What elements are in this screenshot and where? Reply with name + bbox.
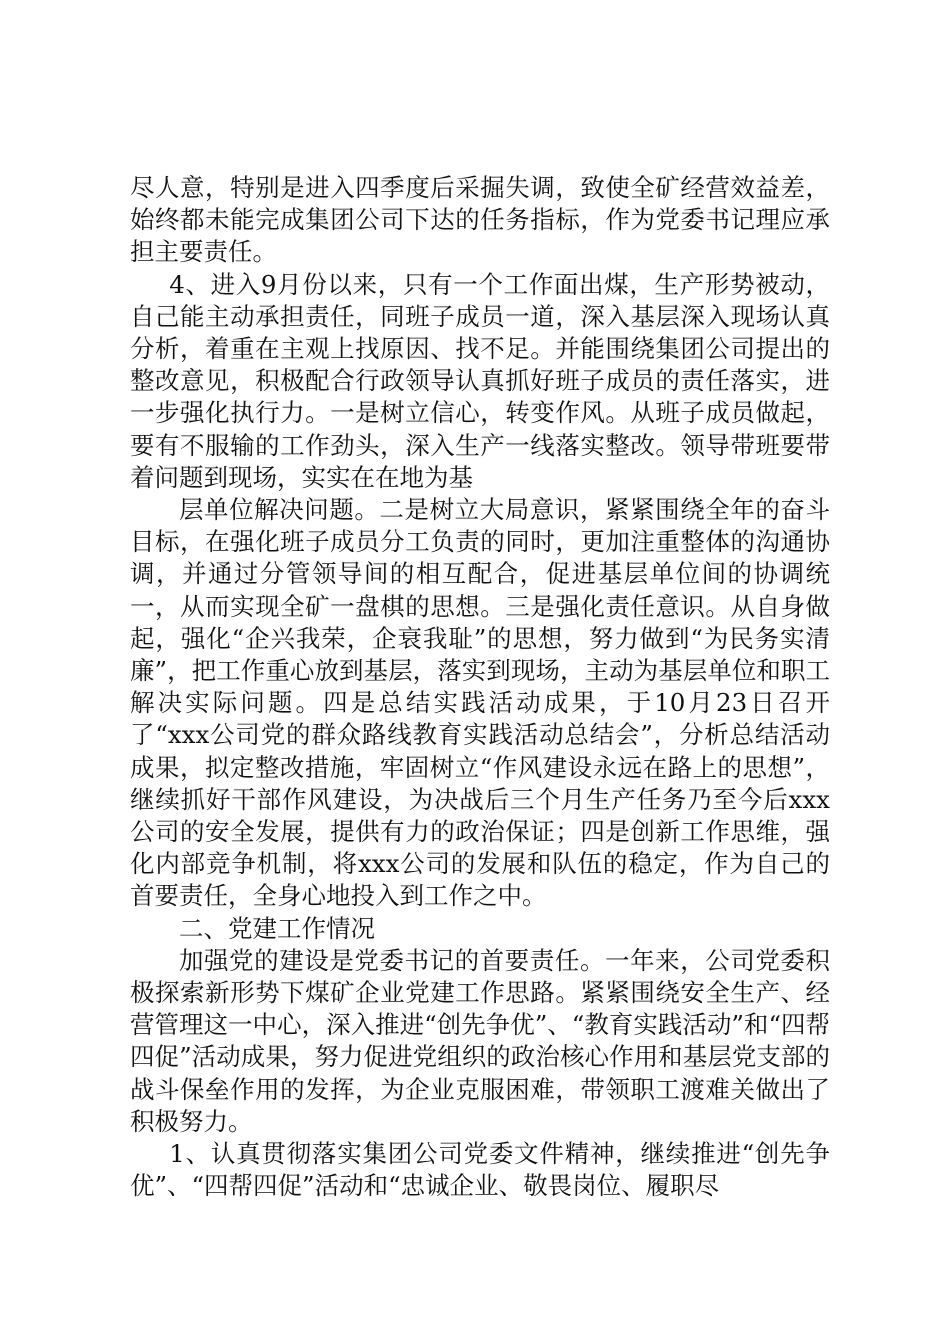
section-heading-party-building: 二、党建工作情况 [179,913,375,943]
paragraph-continuation: 尽人意，特别是进入四季度后采掘失调，致使全矿经营效益差，始终都未能完成集团公司下达的任务指标，作为党委书记理应承担主要责任。 [130,173,830,267]
paragraph-party-building: 加强党的建设是党委书记的首要责任。一年来，公司党委积极探索新形势下煤矿企业党建工作思路。紧紧围绕安全生产、经营管理这一中心，深入推进“创先争优”、“教育实践活动”和“四帮四促”活动成果，努力促进党组织的政治核心作用和基层党支部的战斗保垒作用的发挥，为企业克服困难，带领职工渡难关做出了积极努力。 [130,945,830,1136]
document-body [130,172,830,1203]
paragraph-item-4: 4、进入9月份以来，只有一个工作面出煤，生产形势被动，自己能主动承担责任，同班子成员一道，深入基层深入现场认真分析，着重在主观上找原因、找不足。并能围绕集团公司提出的整改意见，积极配合行政领导认真抓好班子成员的责任落实，进一步强化执行力。一是树立信心，转变作风。从班子成员做起，要有不服输的工作劲头，深入生产一线落实整改。领导带班要带着问题到现场，实实在在地为基 [130,269,830,492]
paragraph-item-1: 1、认真贯彻落实集团公司党委文件精神，继续推进“创先争优”、“四帮四促”活动和“忠诚企业、敬畏岗位、履职尽 [130,1139,830,1201]
paragraph-grassroots: 层单位解决问题。二是树立大局意识，紧紧围绕全年的奋斗目标，在强化班子成员分工负责的同时，更加注重整体的沟通协调，并通过分管领导间的相互配合，促进基层单位间的协调统一，从而实现全矿一盘棋的思想。三是强化责任意识。从自身做起，强化“企兴我荣，企衰我耻”的思想，努力做到“为民务实清廉”，把工作重心放到基层，落实到现场，主动为基层单位和职工解决实际问题。四是总结实践活动成果，于10月23日召开了“xxx公司党的群众路线教育实践活动总结会”，分析总结活动成果，拟定整改措施，牢固树立“作风建设永远在路上的思想”，继续抓好干部作风建设，为决战后三个月生产任务乃至今后xxx公司的安全发展，提供有力的政治保证；四是创新工作思维，强化内部竞争机制，将xxx公司的发展和队伍的稳定，作为自己的首要责任，全身心地投入到工作之中。 [130,495,830,911]
